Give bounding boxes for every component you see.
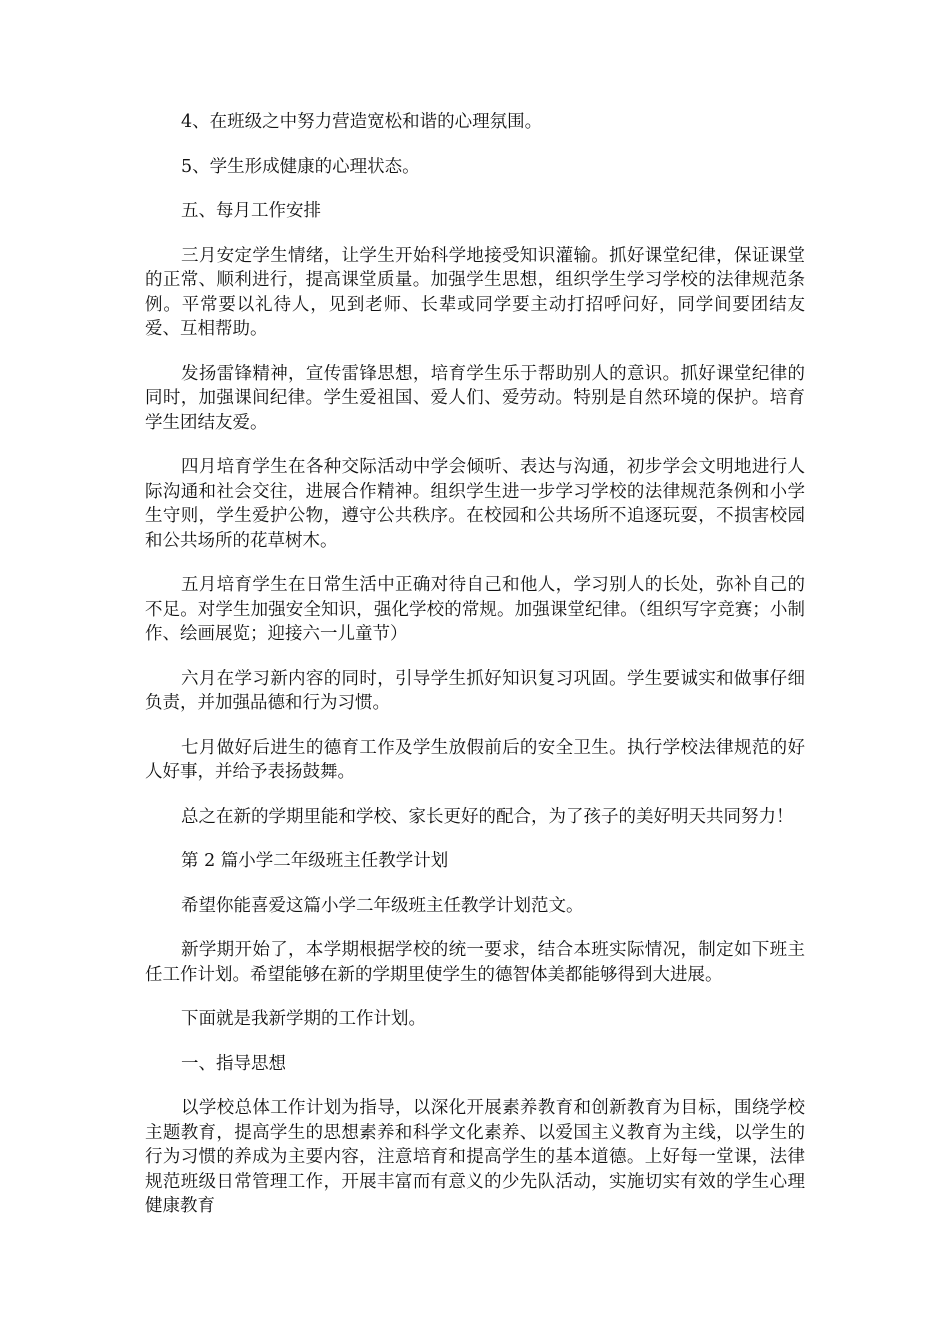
paragraph-intro: 希望你能喜爱这篇小学二年级班主任教学计划范文。 [181,895,584,916]
paragraph-conclusion: 总之在新的学期里能和学校、家长更好的配合，为了孩子的美好明天共同努力！ [181,806,794,827]
paragraph-july: 七月做好后进生的德育工作及学生放假前后的安全卫生。执行学校法律规范的好人好事，并给予表扬鼓舞。 [145,737,805,782]
document-body [145,110,805,1239]
paragraph-leifeng: 发扬雷锋精神，宣传雷锋思想，培育学生乐于帮助别人的意识。抓好课堂纪律的同时，加强课间纪律。学生爱祖国、爱人们、爱劳动。特别是自然环境的保护。培育学生团结友爱。 [145,363,805,433]
paragraph-april: 四月培育学生在各种交际活动中学会倾听、表达与沟通，初步学会文明地进行人际沟通和社会交往，进展合作精神。组织学生进一步学习学校的法律规范条例和小学生守则，学生爱护公物，遵守公共秩序。在校园和公共场所不追逐玩耍，不损害校园和公共场所的花草树木。 [145,457,805,551]
section-heading-guiding-thought: 一、指导思想 [181,1053,286,1074]
section-heading-monthly-plan: 五、每月工作安排 [181,201,321,221]
list-item-5: 5、学生形成健康的心理状态。 [181,156,420,177]
paragraph-new-semester: 新学期开始了，本学期根据学校的统一要求，结合本班实际情况，制定如下班主任工作计划。希望能够在新的学期里使学生的德智体美都能够得到大进展。 [145,940,805,985]
article-title-2: 第 2 篇小学二年级班主任教学计划 [181,851,449,871]
paragraph-march: 三月安定学生情绪，让学生开始科学地接受知识灌输。抓好课堂纪律，保证课堂的正常、顺利进行，提高课堂质量。加强学生思想，组织学生学习学校的法律规范条例。平常要以礼待人，见到老师、长辈或同学要主动打招呼问好，同学间要团结友爱、互相帮助。 [145,245,805,339]
paragraph-june: 六月在学习新内容的同时，引导学生抓好知识复习巩固。学生要诚实和做事仔细负责，并加强品德和行为习惯。 [145,668,805,713]
paragraph-may: 五月培育学生在日常生活中正确对待自己和他人，学习别人的长处，弥补自己的不足。对学生加强安全知识，强化学校的常规。加强课堂纪律。（组织写字竞赛；小制作、绘画展览；迎接六一儿童节） [145,575,805,644]
paragraph-guiding-thought: 以学校总体工作计划为指导，以深化开展素养教育和创新教育为目标，围绕学校主题教育，提高学生的思想素养和科学文化素养、以爱国主义教育为主线，以学生的行为习惯的养成为主要内容，注意培育和提高学生的基本道德。上好每一堂课，法律规范班级日常管理工作，开展丰富而有意义的少先队活动，实施切实有效的学生心理健康教育 [145,1098,805,1216]
list-item-4: 4、在班级之中努力营造宽松和谐的心理氛围。 [181,112,543,132]
paragraph-plan-lead: 下面就是我新学期的工作计划。 [181,1009,426,1029]
